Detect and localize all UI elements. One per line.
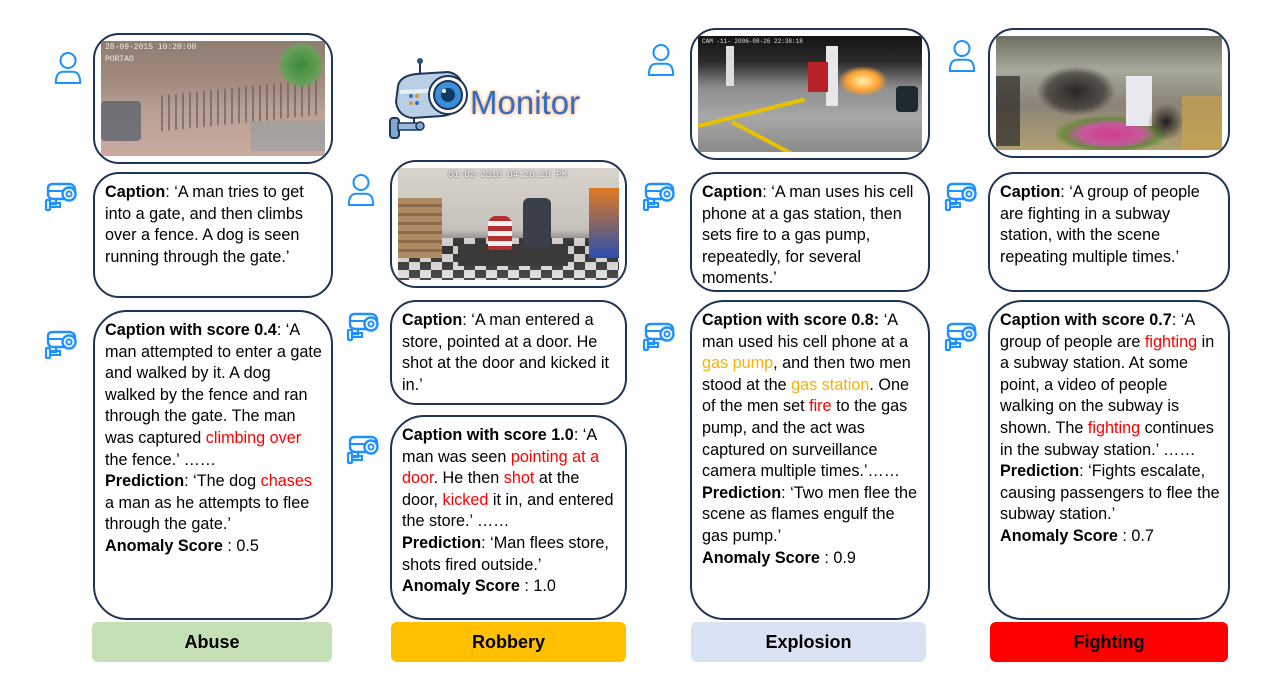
scored-caption-box: Caption with score 1.0: ‘A man was seen pointing at a door. He then shot at the door, kicked it in, and entered the store.’ …… Prediction: ‘Man flees store, shots fired outside.’ Anomaly Score : 1.0 — [390, 415, 627, 620]
video-frame-robbery — [390, 160, 627, 288]
video-frame-abuse — [93, 33, 333, 164]
highlight: shot — [503, 469, 535, 488]
cctv-camera-icon — [642, 320, 676, 354]
highlight: gas pump — [702, 354, 774, 373]
surveillance-image — [101, 41, 325, 156]
category-label-fighting: Fighting — [990, 622, 1228, 662]
caption-text: : ‘A group of people are fighting in a subway station, with the scene repeating multiple times.’ — [1000, 183, 1200, 266]
cctv-camera-icon — [642, 180, 676, 214]
highlight: chases — [260, 472, 312, 491]
highlight: gas station — [791, 375, 870, 394]
anomaly-score-label: Anomaly Score — [402, 577, 520, 596]
user-icon — [346, 172, 376, 208]
prediction-label: Prediction — [702, 483, 782, 502]
scored-caption-box: Caption with score 0.7: ‘A group of people are fighting in a subway station. At some point, a video of people walking on the subway is shown. The fighting continues in the subway station.’ …… Prediction: ‘Fights escalate, causing passengers to flee the subway station.’ Anomaly Score : 0.7 — [988, 300, 1230, 620]
anomaly-score-label: Anomaly Score — [702, 548, 820, 567]
surveillance-image — [398, 168, 619, 280]
cctv-camera-icon — [944, 180, 978, 214]
caption-box — [390, 300, 627, 405]
image-timestamp: 01-02-2016 04:26:18 PM — [448, 170, 567, 180]
category-label-explosion: Explosion — [691, 622, 926, 662]
highlight: climbing over — [205, 428, 302, 447]
anomaly-score-value: : 0.5 — [222, 536, 259, 555]
image-timestamp: CAM -11- 2006-08-26 22:38:18 — [702, 38, 803, 45]
caption-box — [93, 172, 333, 298]
image-timestamp: 28-09-2015 10:20:00 — [105, 43, 197, 52]
cctv-camera-icon — [944, 320, 978, 354]
user-icon — [646, 42, 676, 78]
highlight: kicked — [442, 490, 489, 509]
category-label-robbery: Robbery — [391, 622, 626, 662]
cctv-camera-icon — [44, 180, 78, 214]
anomaly-score-label: Anomaly Score — [1000, 526, 1118, 545]
scored-caption-label: Caption with score 0.7 — [1000, 311, 1172, 329]
monitor-logo-text: Monitor — [470, 84, 581, 121]
image-sublabel: PORTAO — [105, 55, 134, 64]
user-icon — [947, 38, 977, 74]
user-icon — [53, 50, 83, 86]
scored-caption-label: Caption with score 1.0 — [402, 426, 574, 444]
prediction-label: Prediction — [402, 533, 482, 552]
video-frame-fighting — [988, 28, 1230, 158]
prediction-label: Prediction — [105, 472, 185, 491]
caption-text: : ‘A man tries to get into a gate, and then climbs over a fence. A dog is seen running through the gate.’ — [105, 183, 304, 266]
scored-caption-label: Caption with score 0.4 — [105, 321, 277, 339]
anomaly-score-value: : 0.7 — [1117, 526, 1154, 545]
caption-text: : ‘A man entered a store, pointed at a door. He shot at the door and kicked it in.’ — [402, 311, 609, 394]
highlight: fighting — [1087, 418, 1141, 437]
caption-text: : ‘A man uses his cell phone at a gas station, then sets fire to a gas pump, repeatedly, for several moments.’ — [702, 183, 914, 288]
cctv-camera-icon — [346, 433, 380, 467]
caption-label: Caption — [702, 183, 763, 201]
highlight: pointing at a door — [402, 447, 600, 488]
video-frame-explosion — [690, 28, 930, 160]
caption-label: Caption — [105, 183, 166, 201]
anomaly-score-value: : 1.0 — [519, 577, 556, 596]
caption-box — [988, 172, 1230, 292]
scored-caption-label: Caption with score 0.8: — [702, 311, 880, 329]
scored-caption-box: Caption with score 0.8: ‘A man used his cell phone at a gas pump, and then two men stood at the gas station. One of the men set fire to the gas pump, and the act was captured on surveillance camera multiple times.’…… Prediction: ‘Two men flee the scene as flames engulf the gas pump.’ Anomaly Score : 0.9 — [690, 300, 930, 620]
security-camera-logo-icon — [386, 56, 470, 140]
anomaly-score-value: : 0.9 — [819, 548, 856, 567]
cctv-camera-icon — [44, 328, 78, 362]
caption-label: Caption — [1000, 183, 1061, 201]
prediction-label: Prediction — [1000, 462, 1080, 481]
highlight: fighting — [1144, 332, 1198, 351]
anomaly-score-label: Anomaly Score — [105, 536, 223, 555]
scored-caption-box: Caption with score 0.4: ‘A man attempted to enter a gate and walked by it. A dog walked by the fence and ran through the gate. The man was captured climbing over the fence.’ …… Prediction: ‘The dog chases a man as he attempts to flee through the gate.’ Anomaly Score : 0.5 — [93, 310, 333, 620]
highlight: fire — [809, 397, 832, 416]
category-label-abuse: Abuse — [92, 622, 332, 662]
surveillance-image — [698, 36, 922, 152]
caption-box — [690, 172, 930, 292]
cctv-camera-icon — [346, 310, 380, 344]
surveillance-image — [996, 36, 1222, 150]
caption-label: Caption — [402, 311, 463, 329]
